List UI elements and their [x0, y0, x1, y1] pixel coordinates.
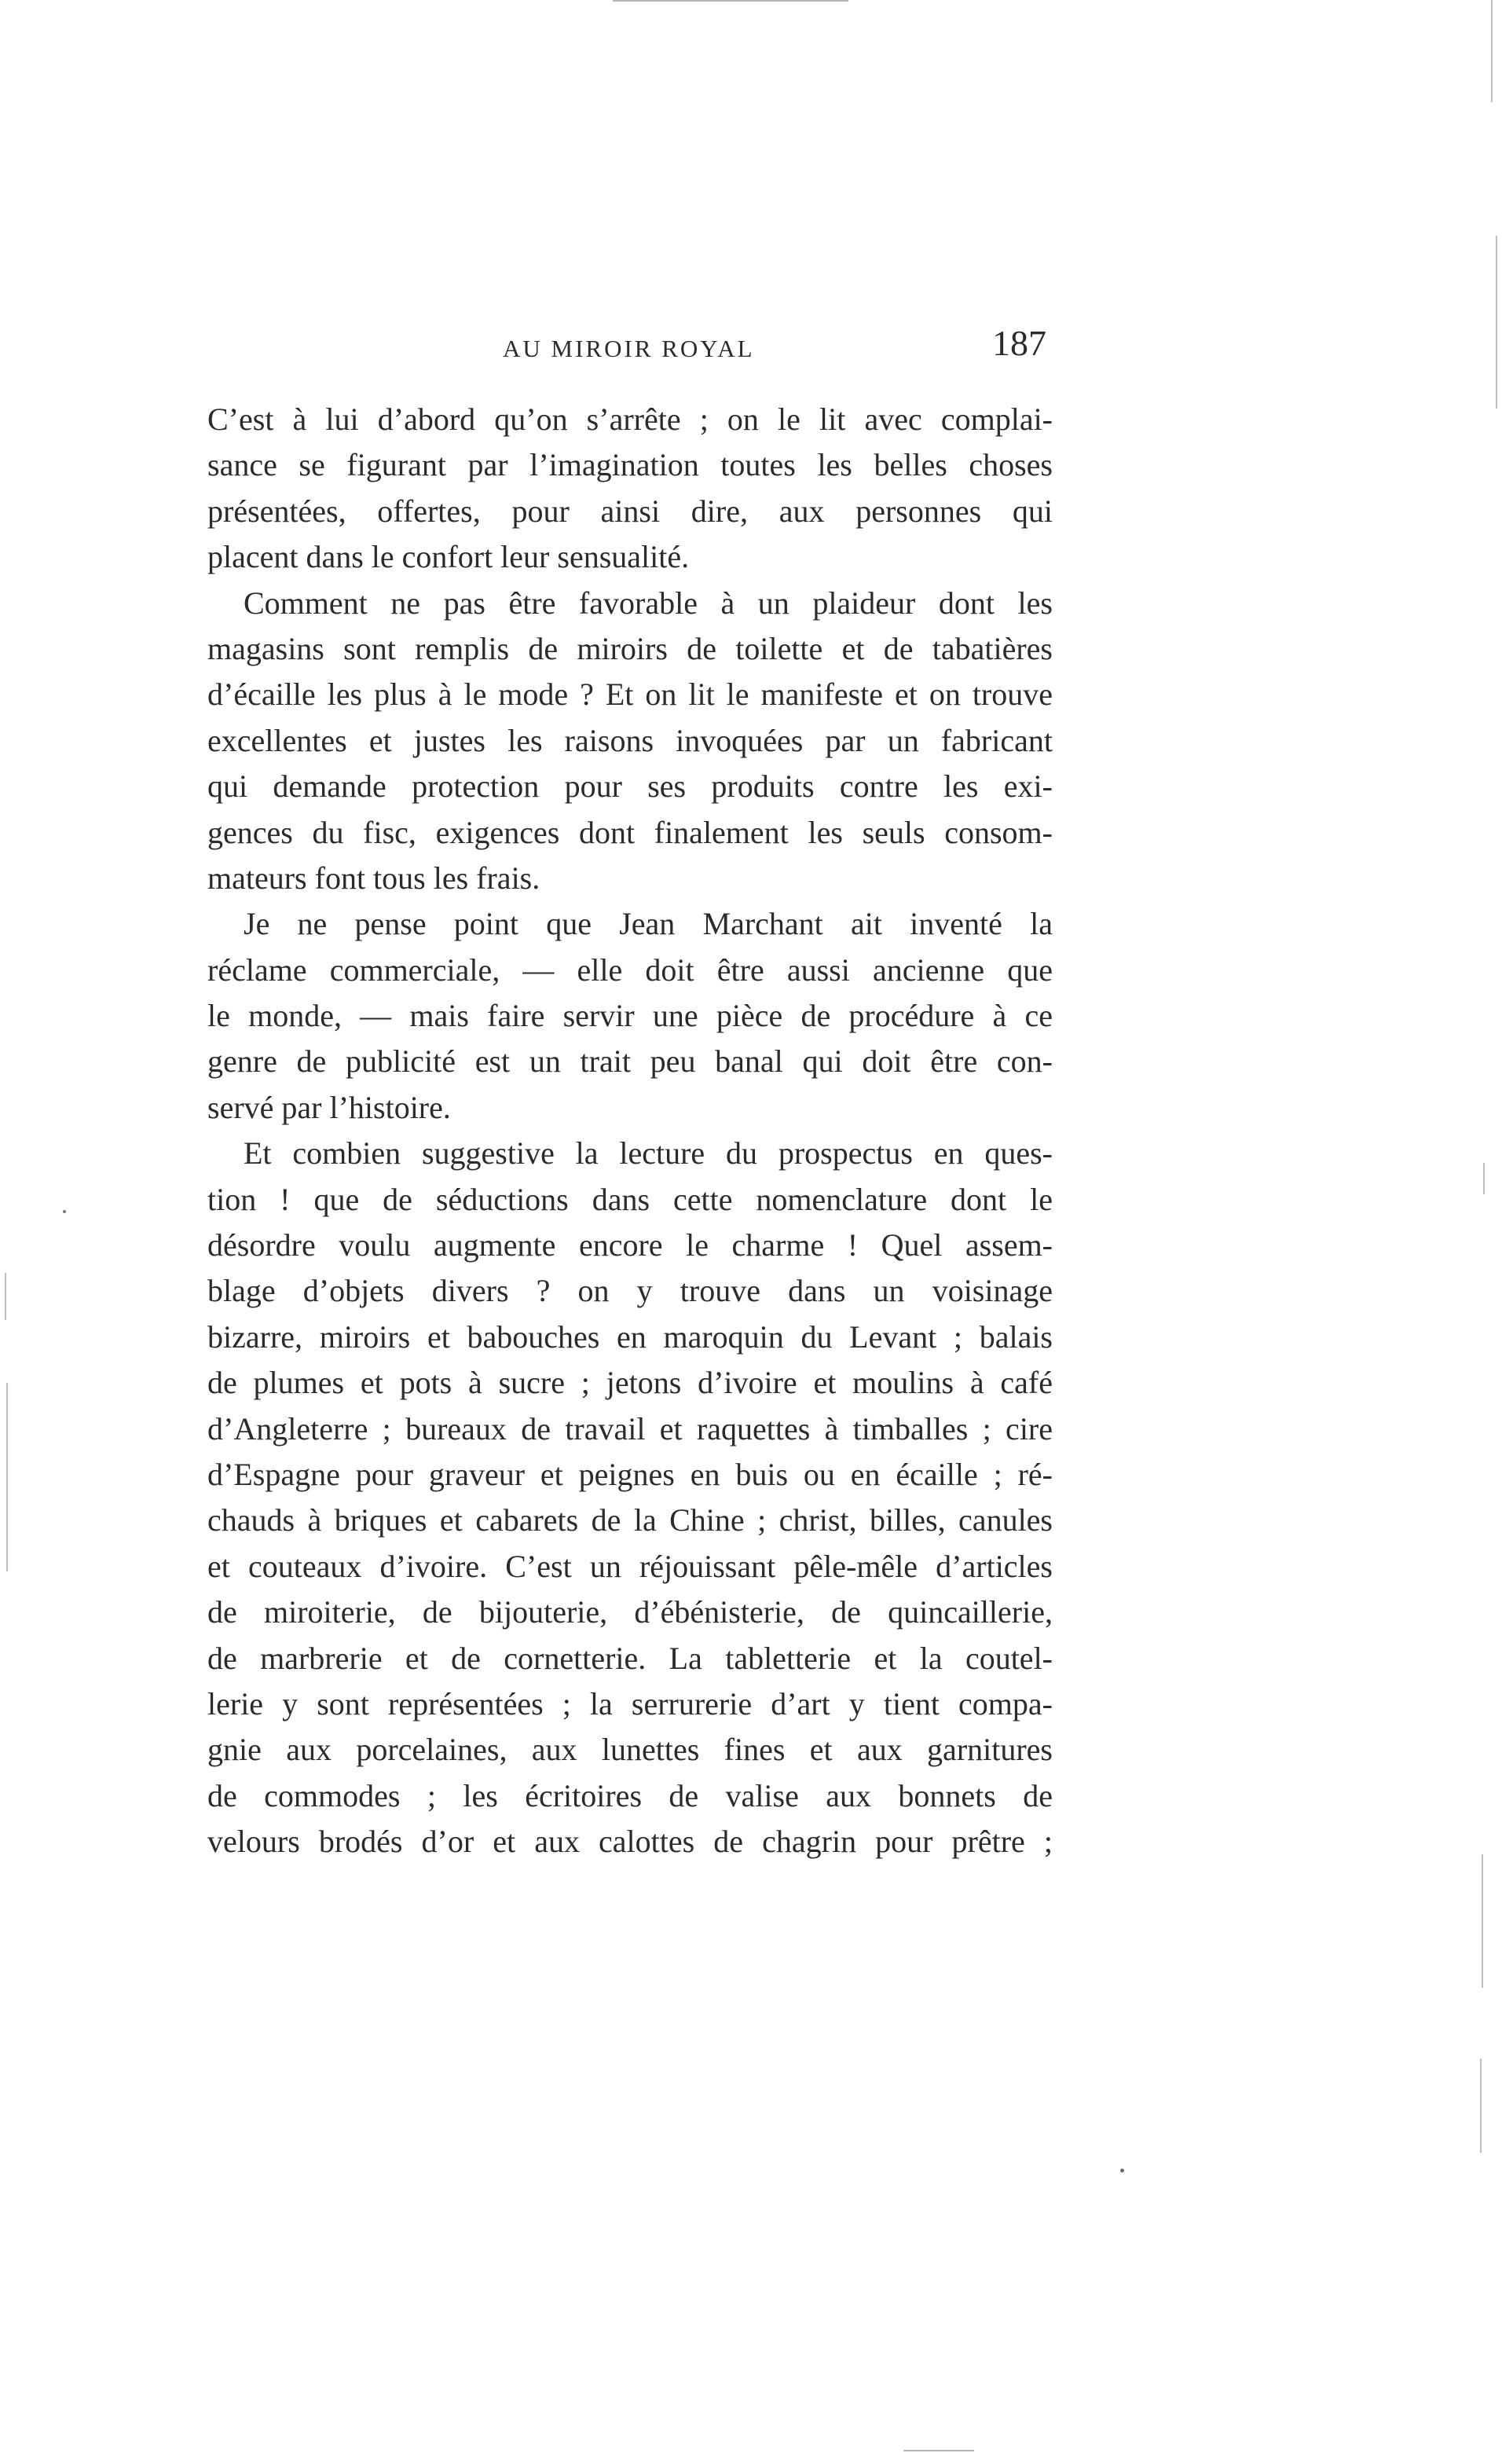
text-line: désordre voulu augmente encore le charme ! Quel assem- — [207, 1227, 1053, 1263]
text-line: gnie aux porcelaines, aux lunettes fines et aux garnitures — [207, 1732, 1053, 1768]
text-line: tion ! que de séductions dans cette nomenclature dont le — [207, 1181, 1053, 1217]
text-line: chauds à briques et cabarets de la Chine ; christ, billes, canules — [207, 1502, 1053, 1538]
text-line: Et combien suggestive la lecture du prospectus en ques- — [244, 1135, 1053, 1172]
text-line: réclame commerciale, — elle doit être aussi ancienne que — [207, 952, 1053, 988]
text-line: lerie y sont représentées ; la serrurerie d’art y tient compa- — [207, 1685, 1053, 1722]
scan-mark — [1483, 1163, 1485, 1194]
text-line: excellentes et justes les raisons invoquées par un fabricant — [207, 722, 1053, 758]
scan-mark — [1491, 0, 1493, 102]
text-line: blage d’objets divers ? on y trouve dans un voisinage — [207, 1273, 1053, 1309]
text-line: de plumes et pots à sucre ; jetons d’ivoire et moulins à café — [207, 1365, 1053, 1401]
text-line: sance se figurant par l’imagination toutes les belles choses — [207, 447, 1053, 483]
text-line: de commodes ; les écritoires de valise aux bonnets de — [207, 1777, 1053, 1813]
page-number: 187 — [992, 323, 1046, 363]
text-line: de miroiterie, de bijouterie, d’ébénisterie, de quincaillerie, — [207, 1594, 1053, 1630]
scan-mark — [1482, 1854, 1483, 1988]
scan-mark — [6, 1383, 8, 1571]
text-line: le monde, — mais faire servir une pièce de procédure à ce — [207, 998, 1053, 1034]
text-line: mateurs font tous les frais. — [207, 860, 540, 896]
scan-mark — [1480, 2059, 1482, 2153]
text-line: magasins sont remplis de miroirs de toilette et de tabatières — [207, 630, 1053, 666]
text-line: et couteaux d’ivoire. C’est un réjouissant pêle-mêle d’articles — [207, 1548, 1053, 1584]
scan-edge-line-top — [613, 0, 848, 2]
text-line: de marbrerie et de cornetterie. La tabletterie et la coutel- — [207, 1640, 1053, 1676]
text-line: servé par l’histoire. — [207, 1089, 451, 1125]
text-line: d’écaille les plus à le mode ? Et on lit le manifeste et on trouve — [207, 676, 1053, 713]
scan-edge-line-bottom — [903, 2450, 974, 2451]
text-line: Je ne pense point que Jean Marchant ait inventé la — [244, 906, 1053, 942]
scan-mark — [1120, 2169, 1124, 2172]
text-line: qui demande protection pour ses produits contre les exi- — [207, 768, 1053, 805]
running-head: AU MIROIR ROYAL — [503, 335, 755, 362]
text-line: Comment ne pas être favorable à un plaideur dont les — [244, 585, 1053, 621]
body-text — [207, 397, 1053, 1865]
scan-mark — [5, 1273, 6, 1320]
scan-mark — [63, 1210, 66, 1213]
text-line: gences du fisc, exigences dont finalement les seuls consom- — [207, 814, 1053, 850]
text-line: genre de publicité est un trait peu banal qui doit être con- — [207, 1043, 1053, 1080]
scan-mark — [1496, 236, 1497, 409]
text-line: d’Espagne pour graveur et peignes en buis ou en écaille ; ré- — [207, 1456, 1053, 1492]
text-line: C’est à lui d’abord qu’on s’arrête ; on le lit avec complai- — [207, 402, 1053, 437]
text-line: d’Angleterre ; bureaux de travail et raquettes à timballes ; cire — [207, 1410, 1053, 1446]
text-line: placent dans le confort leur sensualité. — [207, 539, 690, 575]
text-line: velours brodés d’or et aux calottes de chagrin pour prêtre ; — [207, 1824, 1053, 1860]
text-line: présentées, offertes, pour ainsi dire, aux personnes qui — [207, 493, 1053, 529]
text-line: bizarre, miroirs et babouches en maroquin du Levant ; balais — [207, 1318, 1053, 1355]
